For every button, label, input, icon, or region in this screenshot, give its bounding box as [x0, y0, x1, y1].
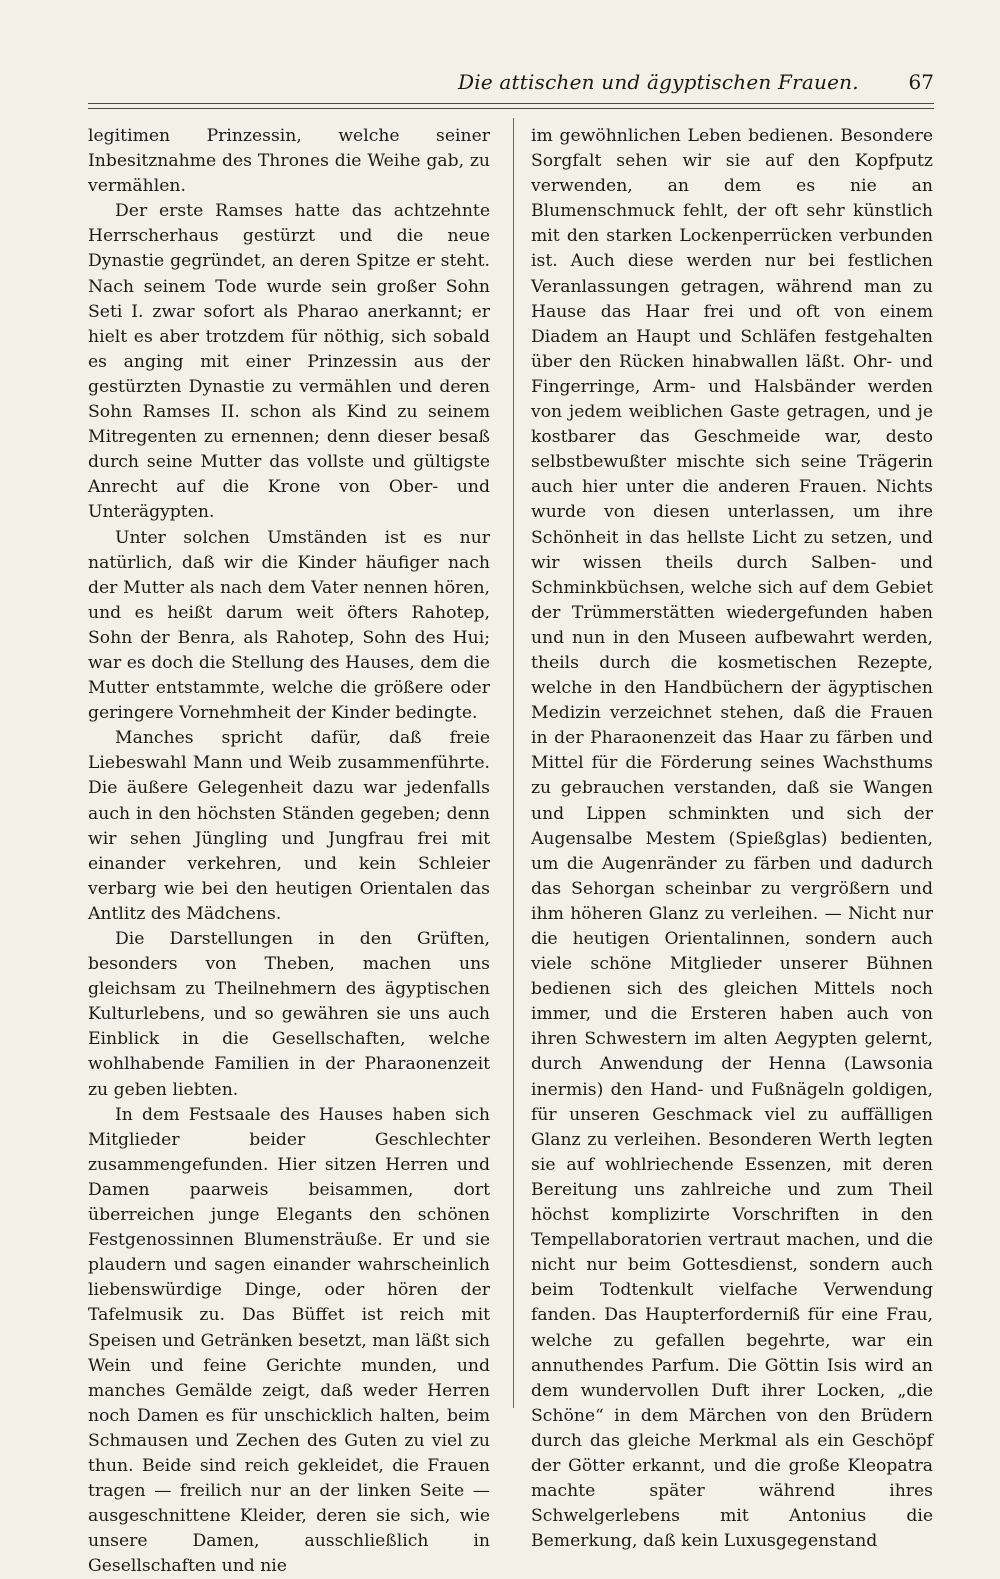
right-column — [531, 124, 933, 1554]
header-rule-top — [88, 103, 934, 104]
paragraph: Unter solchen Umständen ist es nur natürlich, daß wir die Kinder häufiger nach der Mutter als nach dem Vater nennen hören, und es heißt darum weit öfters Rahotep, Sohn der Benra, als Rahotep, Sohn des Hui; war es doch die Stellung des Hauses, dem die Mutter entstammte, welche die größere oder geringere Vornehmheit der Kinder bedingte. — [88, 527, 490, 724]
running-title: Die attischen und ägyptischen Frauen. — [458, 70, 859, 94]
column-divider — [513, 118, 514, 1408]
paragraph: im gewöhnlichen Leben bedienen. Besondere Sorgfalt sehen wir sie auf den Kopfputz verwenden, an dem es nie an Blumenschmuck fehlt, der oft sehr künstlich mit den starken Lockenperrücken verbunden ist. Auch diese werden nur bei festlichen Veranlassungen getragen, während man zu Hause das Haar frei und oft von einem Diadem an Haupt und Schläfen festgehalten über den Rücken hinabwallen läßt. Ohr- und Fingerringe, Arm- und Halsbänder werden von jedem weiblichen Gaste getragen, und je kostbarer das Geschmeide war, desto selbstbewußter mischte sich seine Trägerin auch hier unter die anderen Frauen. Nichts wurde von diesen unterlassen, um ihre Schönheit in das hellste Licht zu setzen, und wir wissen theils durch Salben- und Schminkbüchsen, welche sich auf dem Gebiet der Trümmerstätten wiedergefunden haben und nun in den Museen aufbewahrt werden, theils durch die kosmetischen Rezepte, welche in den Handbüchern der ägyptischen Medizin verzeichnet stehen, daß die Frauen in der Pharaonenzeit das Haar zu färben und Mittel für die Förderung seines Wachsthums zu gebrauchen verstanden, daß sie Wangen und Lippen schminkten und sich der Augensalbe Mestem (Spießglas) bedienten, um die Augenränder zu färben und dadurch das Sehorgan scheinbar zu vergrößern und ihm höheren Glanz zu verleihen. — Nicht nur die heutigen Orientalinnen, sondern auch viele schöne Mitglieder unserer Bühnen bedienen sich des gleichen Mittels noch immer, und die Ersteren haben auch von ihren Schwestern im alten Aegypten gelernt, durch Anwendung der Henna (Lawsonia inermis) den Hand- und Fußnägeln goldigen, für unseren Geschmack viel zu auffälligen Glanz zu verleihen. Besonderen Werth legten sie auf wohlriechende Essenzen, mit deren Bereitung uns zahlreiche und zum Theil höchst komplizirte Vorschriften in den Tempellaboratorien vertraut machen, und die nicht nur beim Gottesdienst, sondern auch beim Todtenkult vielfache Verwendung fanden. Das Haupterforderniß für eine Frau, welche zu gefallen begehrte, war ein annuthendes Parfum. Die Göttin Isis wird an dem wundervollen Duft ihrer Locken, „die Schöne“ in dem Märchen von den Brüdern durch das gleiche Merkmal als ein Geschöpf der Götter erkannt, und die große Kleopatra machte später während ihres Schwelgerlebens mit Antonius die Bemerkung, daß kein Luxusgegenstand — [531, 126, 933, 1552]
paragraph: Der erste Ramses hatte das achtzehnte Herrscherhaus gestürzt und die neue Dynastie gegründet, an deren Spitze er steht. Nach seinem Tode wurde sein großer Sohn Seti I. zwar sofort als Pharao anerkannt; er hielt es aber trotzdem für nöthig, sich sobald es anging mit einer Prinzessin aus der gestürzten Dynastie zu vermählen und deren Sohn Ramses II. schon als Kind zu seinem Mitregenten zu ernennen; denn dieser besaß durch seine Mutter das vollste und gültigste Anrecht auf die Krone von Ober- und Unterägypten. — [88, 201, 490, 523]
header-rule-bottom — [88, 108, 934, 109]
paragraph: Die Darstellungen in den Grüften, besonders von Theben, machen uns gleichsam zu Theilnehmern des ägyptischen Kulturlebens, und so gewähren sie uns auch Einblick in die Gesellschaften, welche wohlhabende Familien in der Pharaonenzeit zu geben liebten. — [88, 929, 490, 1100]
page-header — [88, 70, 934, 100]
page-number: 67 — [908, 70, 934, 94]
paragraph: Manches spricht dafür, daß freie Liebeswahl Mann und Weib zusammenführte. Die äußere Gelegenheit dazu war jedenfalls auch in den höchsten Ständen gegeben; denn wir sehen Jüngling und Jungfrau frei mit einander verkehren, und kein Schleier verbarg wie bei den heutigen Orientalen das Antlitz des Mädchens. — [88, 728, 490, 924]
paragraph: legitimen Prinzessin, welche seiner Inbesitznahme des Thrones die Weihe gab, zu vermählen. — [88, 126, 490, 197]
paragraph: In dem Festsaale des Hauses haben sich Mitglieder beider Geschlechter zusammengefunden. Hier sitzen Herren und Damen paarweis beisammen, dort überreichen junge Elegants den schönen Festgenossinnen Blumensträuße. Er und sie plaudern und sagen einander wahrscheinlich liebenswürdige Dinge, oder hören der Tafelmusik zu. Das Büffet ist reich mit Speisen und Getränken besetzt, man läßt sich Wein und feine Gerichte munden, und manches Gemälde zeigt, daß weder Herren noch Damen es für unschicklich halten, beim Schmausen und Zechen des Guten zu viel zu thun. Beide sind reich gekleidet, die Frauen tragen — freilich nur an der linken Seite — ausgeschnittene Kleider, deren sie sich, wie unsere Damen, ausschließlich in Gesellschaften und nie — [88, 1104, 490, 1577]
left-column — [88, 124, 490, 1579]
